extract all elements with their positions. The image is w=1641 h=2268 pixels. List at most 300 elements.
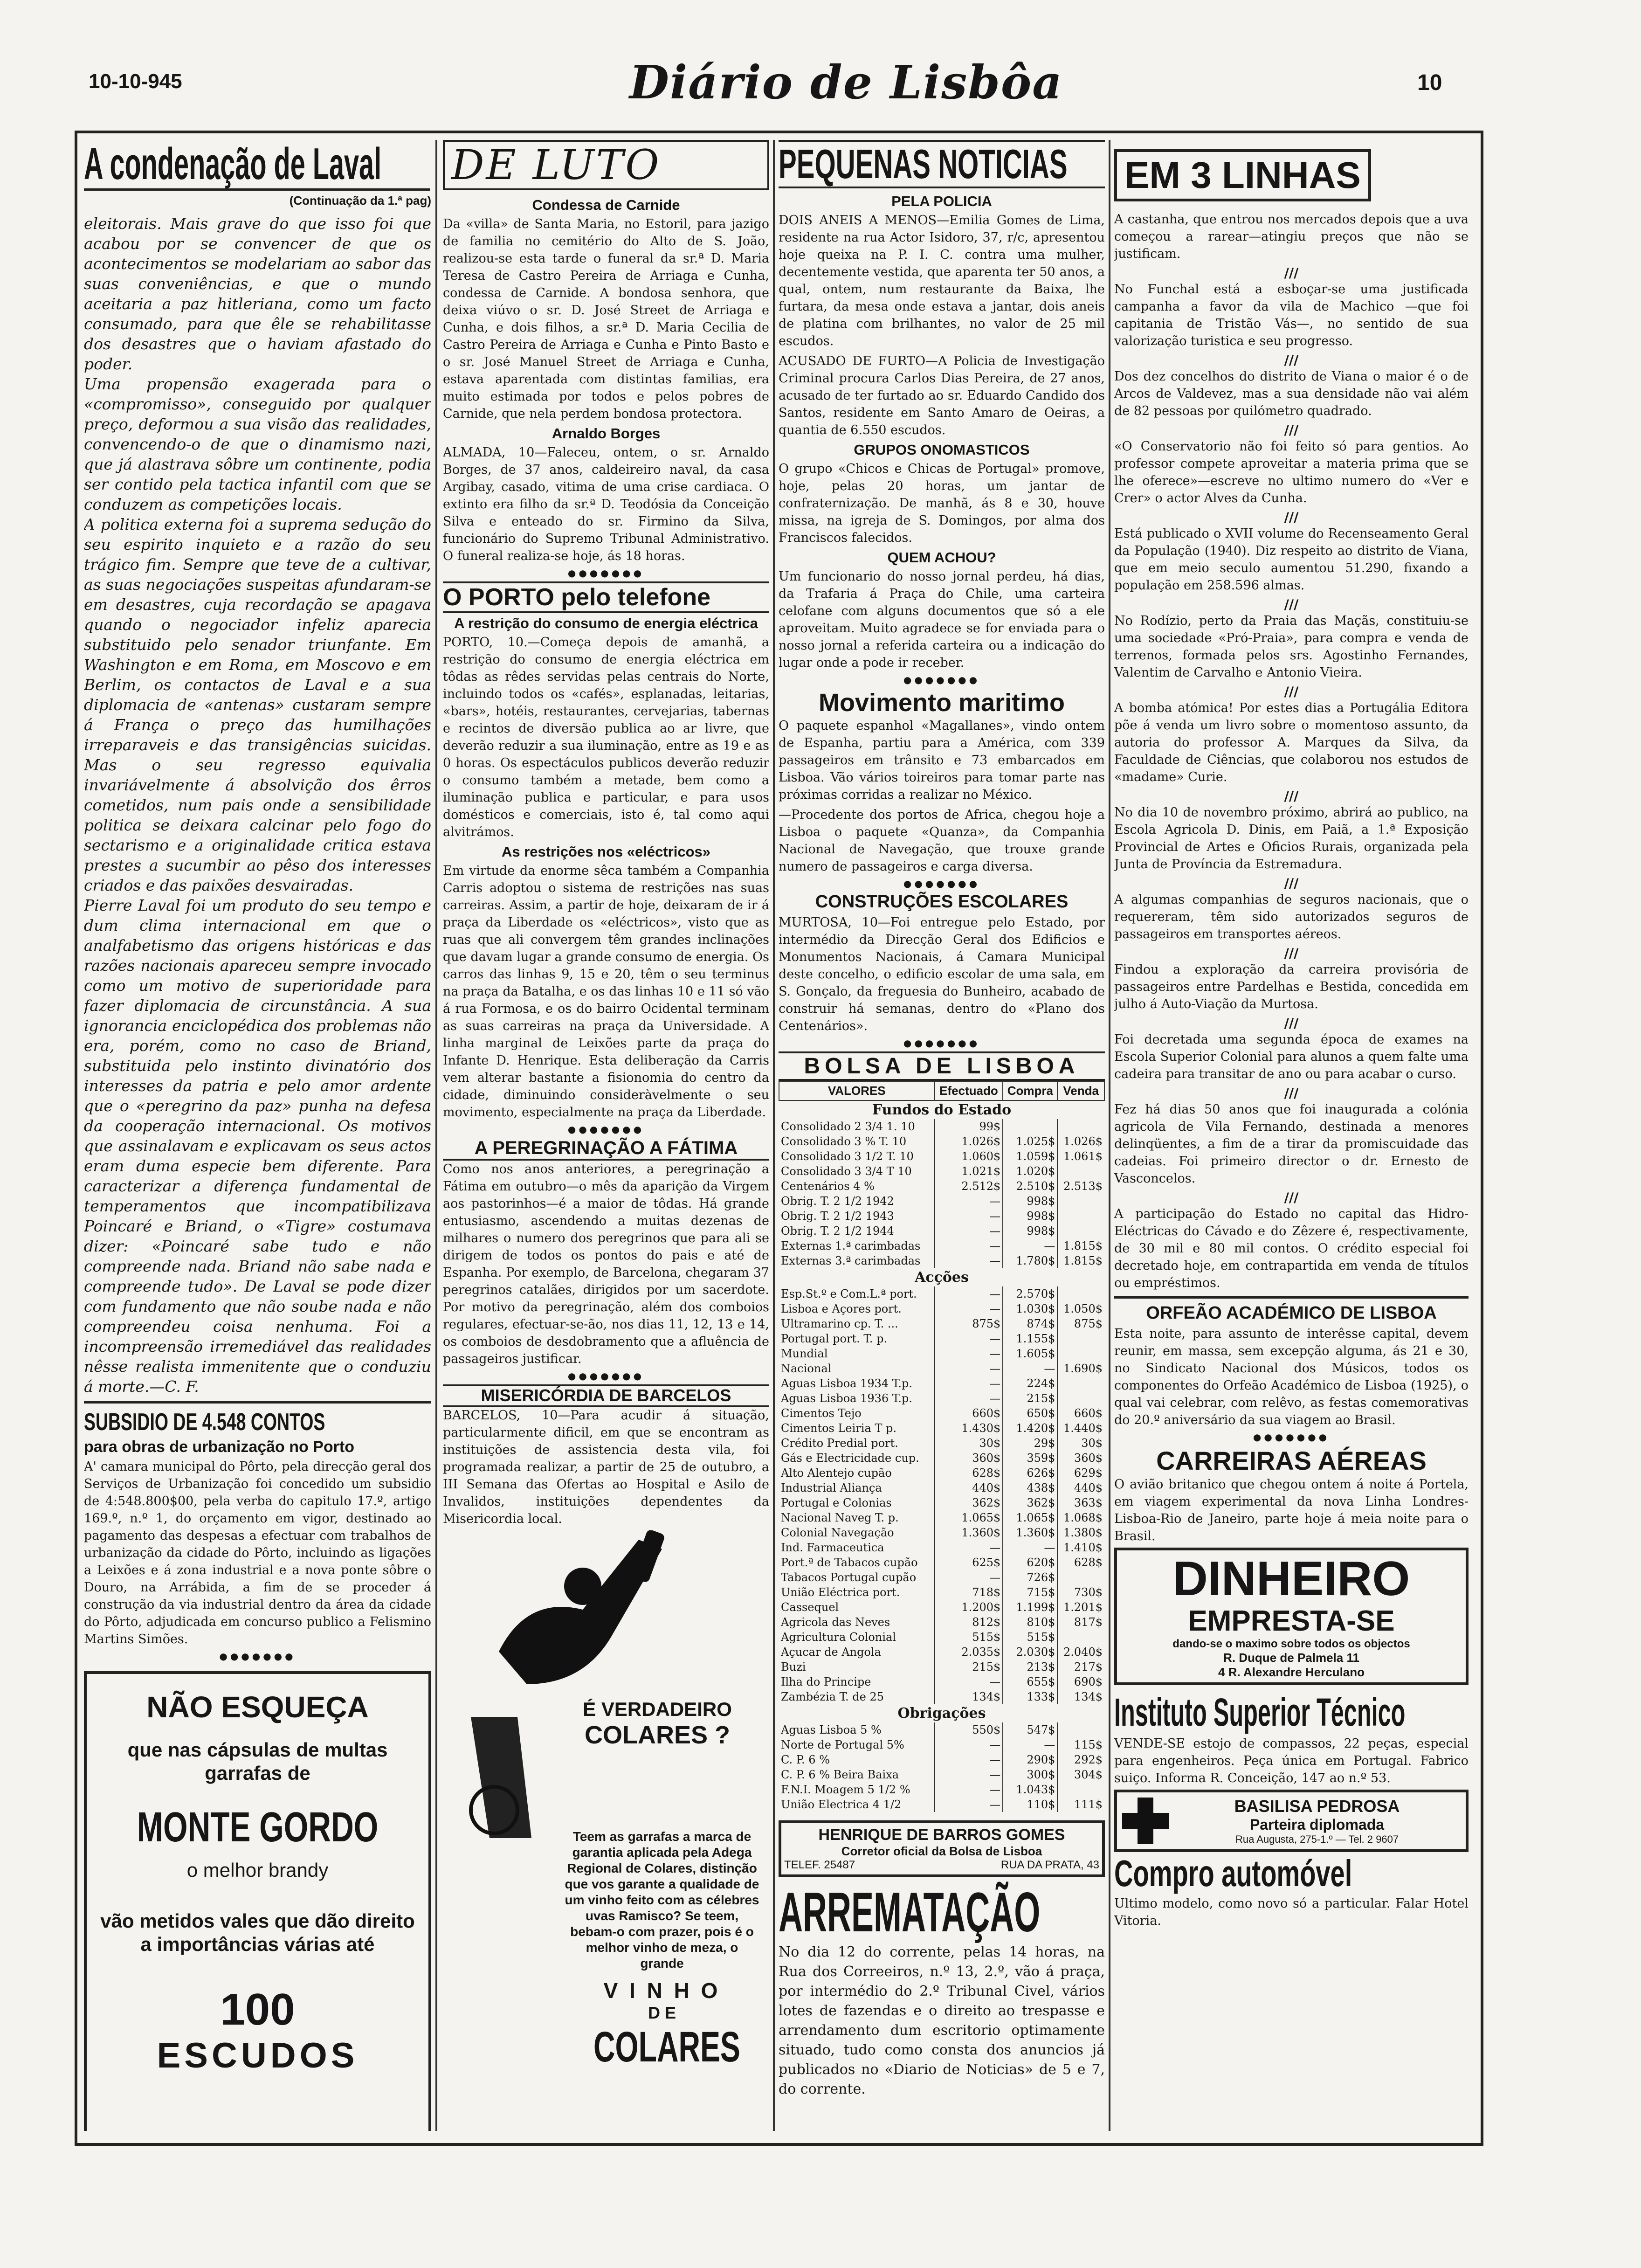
divider — [1114, 1296, 1469, 1299]
bolsa-security: Colonial Navegação — [781, 1526, 894, 1539]
bolsa-price: — — [935, 1737, 1003, 1752]
bolsa-section-row — [779, 1100, 1104, 1119]
barros-role: Corretor oficial da Bolsa de Lisboa — [841, 1844, 1042, 1858]
bolsa-price: — — [1003, 1361, 1057, 1376]
bolsa-price: 715$ — [1003, 1585, 1057, 1600]
bolsa-price: 1.155$ — [1003, 1331, 1057, 1346]
bolsa-price: 2.570$ — [1003, 1286, 1057, 1301]
bolsa-security: Ultramarino cp. T. ... — [781, 1317, 898, 1330]
policia-text: DOIS ANEIS A MENOS—Emilia Gomes de Lima, residente na rua Actor Isidoro, 37, r/c, apresentou hoje queixa na P. I. C. contra uma mulher, decentemente vestida, que aparenta ter 50 anos, a qual, ontem, num restaurante da Baixa, lhe furtara, da mesa onde estava a jantar, dois aneis de platina com brilhantes, no valor de 25 mil escudos. — [779, 213, 1105, 348]
bolsa-price: 660$ — [1057, 1406, 1104, 1421]
fatima-text: Como nos anos anteriores, a peregrinação a Fátima em outubro—o mês da aparição da Virgem aos pastorinhos—é a maior de tôdas. Há grande entusiasmo, ascendendo a muitas dezenas de milhares o numero dos peregrinos que para ali se dirigem de todos os pontos do pais e até de Espanha. Por exemplo, de Barcelona, chegaram 37 peregrinos catalães, dirigidos por um sacerdote. Por motivo da peregrinação, além dos comboios regulares, efectuar-se-ão, nos dias 11, 12, 13 e 14, os comboios de desdobramento que a afluência de passageiros justificar. — [443, 1162, 769, 1366]
bolsa-price: 1.060$ — [935, 1149, 1003, 1164]
bolsa-price: 650$ — [1003, 1406, 1057, 1421]
item-separator: /// — [1284, 265, 1299, 281]
item-separator: /// — [1284, 597, 1299, 612]
dinheiro-line: dando-se o maximo sobre todos os objectos — [1172, 1638, 1410, 1650]
list-item: No Funchal está a esboçar-se uma justificada campanha a favor da vila de Machico —que foi capitania de Tristão Vás—, no sentido de sua valorização turistica e seu progresso. — [1114, 282, 1469, 348]
bolsa-price: 1.200$ — [935, 1600, 1003, 1615]
bolsa-price: — — [935, 1361, 1003, 1376]
bolsa-price: 874$ — [1003, 1316, 1057, 1331]
bolsa-price: — — [935, 1570, 1003, 1585]
bolsa-price: 620$ — [1003, 1555, 1057, 1570]
table-row — [779, 1525, 1104, 1540]
ad-wine: D E — [648, 2003, 676, 2022]
bolsa-security: Nacional Naveg T. p. — [781, 1511, 899, 1524]
bolsa-price: — — [935, 1224, 1003, 1238]
basilisa-role: Parteira diplomada — [1249, 1816, 1385, 1833]
bolsa-price: 2.512$ — [935, 1179, 1003, 1194]
bolsa-price: 812$ — [935, 1615, 1003, 1630]
table-row — [779, 1630, 1104, 1645]
bolsa-price: — — [935, 1391, 1003, 1406]
bolsa-price: 1.043$ — [1003, 1782, 1057, 1797]
bolsa-col-header: Venda — [1057, 1081, 1104, 1100]
compro-text: Ultimo modelo, como novo só a particular. Falar Hotel Vitoria. — [1114, 1896, 1469, 1928]
table-row — [779, 1391, 1104, 1406]
page-number: 10 — [1417, 70, 1442, 95]
luto-headline: DE LUTO — [443, 140, 769, 190]
subsidio-subtitle: para obras de urbanização no Porto — [84, 1438, 355, 1456]
bolsa-price — [1057, 1376, 1104, 1391]
bolsa-price: 1.021$ — [935, 1164, 1003, 1179]
obituary-text: Da «villa» de Santa Maria, no Estoril, para jazigo de familia no cemitério do Alto de S. João, realizou-se esta tarde o funeral da sr.ª D. Maria Teresa de Castro Pereira de Arriaga e Cunha, condessa de Carnide. A bondosa senhora, que deixa viúvo o sr. D. José Street de Arriaga e Cunha, e dois filhos, a sr.ª D. Maria Cecilia de Castro Pereira de Arriaga e Cunha e Pinto Basto e o sr. José Manuel Street de Arriaga e Cunha, estava aparentada com distintas familias, era muito estimada por todos e pelos pobres de Carnide, que nela perdem bondosa protectora. — [443, 217, 769, 421]
ad-line: vão metidos vales que dão direito a importâncias várias até — [100, 1910, 415, 1955]
ad-amount: 100 — [220, 1984, 295, 2034]
bolsa-price: 134$ — [1057, 1689, 1104, 1704]
bolsa-section-name: Obrigações — [897, 1705, 986, 1722]
bolsa-security: Agricultura Colonial — [781, 1631, 896, 1644]
grupos-text: O grupo «Chicos e Chicas de Portugal» promove, hoje, pelas 20 horas, um jantar de confraternização. De manhã, ás 8 e 30, houve missa, na igreja de S. Domingos, por alma dos Franciscos falecidos. — [779, 462, 1105, 545]
bolsa-price: 1.815$ — [1057, 1253, 1104, 1268]
list-item: No Rodízio, perto da Praia das Maçãs, constituiu-se uma sociedade «Pró-Praia», para compra e venda de terrenos, formada pelos srs. Agostinho Fernandes, Valentim de Carvalho e Antonio Vieira. — [1114, 614, 1469, 680]
bolsa-price: 133$ — [1003, 1689, 1057, 1704]
bolsa-security: Consolidado 3 3/4 T 10 — [781, 1165, 912, 1178]
colares-ad — [443, 1530, 769, 1829]
bolsa-price — [1057, 1119, 1104, 1134]
bolsa-price: 998$ — [1003, 1194, 1057, 1209]
bolsa-price: 1.061$ — [1057, 1149, 1104, 1164]
bolsa-price: 1.690$ — [1057, 1361, 1104, 1376]
maritimo-headline: Movimento maritimo — [818, 689, 1065, 717]
list-item: A participação do Estado no capital das Hidro-Eléctricas do Cávado e do Zêzere é, respectivamente, de 30 mil e 80 mil contos. O crédito especial foi decretado hoje, em contrapartida em venda de títulos ou empréstimos. — [1114, 1207, 1469, 1290]
table-row — [779, 1782, 1104, 1797]
bolsa-price: 362$ — [935, 1495, 1003, 1510]
bolsa-price — [1057, 1331, 1104, 1346]
item-separator: /// — [1284, 788, 1299, 804]
table-row — [779, 1286, 1104, 1301]
list-item: «O Conservatorio não foi feito só para gentios. Ao professor compete aproveitar a materia prima que se lhe oferece»—escreve no ultimo numero do «Ver e Crer» o actor Alves da Cunha. — [1114, 439, 1469, 505]
table-row — [779, 1361, 1104, 1376]
table-row — [779, 1436, 1104, 1451]
list-item: Dos dez concelhos do distrito de Viana o maior é o de Arcos de Valdevez, mas a sua densidade não vai além de 82 pessoas por quilómetro quadrado. — [1114, 369, 1469, 418]
ad-wine-brand: COLARES — [593, 2023, 740, 2071]
monte-gordo-ad — [84, 1671, 431, 2131]
instituto-text: VENDE-SE estojo de compassos, 22 peças, especial para engenheiros. Peça única em Portugal. Fabrico suiço. Informa R. Conceição, 147 ao n.º 53. — [1114, 1736, 1469, 1785]
obituary-name: Arnaldo Borges — [552, 425, 661, 442]
barros-name: HENRIQUE DE BARROS GOMES — [818, 1826, 1065, 1844]
bolsa-price: — — [935, 1752, 1003, 1767]
bolsa-price: 629$ — [1057, 1466, 1104, 1480]
list-item: A castanha, que entrou nos mercados depois que a uva começou a rarear—atingiu preços que não se justificam. — [1114, 212, 1469, 261]
divider: ●●●●●●● — [903, 878, 980, 889]
bolsa-price — [1057, 1630, 1104, 1645]
bolsa-price: 359$ — [1003, 1451, 1057, 1466]
table-row — [779, 1316, 1104, 1331]
bolsa-price: 1.065$ — [935, 1510, 1003, 1525]
list-item: A algumas companhias de seguros nacionais, que o requereram, têm sido autorizados seguros de passageiros em transportes aéreos. — [1114, 892, 1469, 941]
bolsa-price: 134$ — [935, 1689, 1003, 1704]
compro-headline: Compro automóvel — [1114, 1853, 1352, 1894]
section-title: QUEM ACHOU? — [887, 549, 996, 566]
bolsa-security: C. P. 6 % Beira Baixa — [781, 1768, 899, 1781]
bolsa-price — [1057, 1194, 1104, 1209]
item-separator: /// — [1284, 510, 1299, 525]
bolsa-price: — — [1003, 1238, 1057, 1253]
dinheiro-line: R. Duque de Palmela 11 — [1223, 1651, 1359, 1665]
bolsa-security: Ilha do Principe — [781, 1675, 871, 1688]
porto-subtitle: A restrição do consumo de energia eléctrica — [454, 615, 758, 631]
bolsa-price: 1.068$ — [1057, 1510, 1104, 1525]
bolsa-price: 2.035$ — [935, 1645, 1003, 1660]
bolsa-section-name: Fundos do Estado — [872, 1102, 1012, 1118]
item-separator: /// — [1284, 946, 1299, 961]
table-row — [779, 1134, 1104, 1149]
bolsa-security: Crédito Predial port. — [781, 1437, 898, 1450]
bolsa-security: Buzi — [781, 1660, 806, 1673]
bolsa-security: Cassequel — [781, 1601, 839, 1614]
bolsa-price — [1057, 1346, 1104, 1361]
barros-address: RUA DA PRATA, 43 — [1000, 1859, 1099, 1871]
bolsa-security: Externas 3.ª carimbadas — [781, 1254, 921, 1267]
table-row — [779, 1737, 1104, 1752]
table-row — [779, 1421, 1104, 1436]
table-row — [779, 1194, 1104, 1209]
divider: ●●●●●●● — [903, 1037, 980, 1049]
item-separator: /// — [1284, 1016, 1299, 1031]
bolsa-security: Mundial — [781, 1347, 828, 1360]
bolsa-price: 1.020$ — [1003, 1164, 1057, 1179]
table-row — [779, 1179, 1104, 1194]
bolsa-security: Aguas Lisboa 5 % — [781, 1723, 882, 1736]
bolsa-price — [1057, 1286, 1104, 1301]
bolsa-price: 1.026$ — [1057, 1134, 1104, 1149]
table-row — [779, 1495, 1104, 1510]
table-row — [779, 1164, 1104, 1179]
ad-line: que nas cápsulas de multas garrafas de — [127, 1739, 388, 1784]
bolsa-price: — — [935, 1238, 1003, 1253]
colares-ad-text: Teem as garrafas a marca de garantia aplicada pela Adega Regional de Colares, distinção que vos garante a qualidade de um vinho feito com as célebres uvas Ramisco? Se teem, bebam-o com prazer, pois é o melhor vinho de meza, o grande — [565, 1829, 759, 1971]
table-row — [779, 1585, 1104, 1600]
construcoes-headline: CONSTRUÇÕES ESCOLARES — [815, 892, 1069, 912]
bolsa-price: — — [935, 1540, 1003, 1555]
carreiras-headline: CARREIRAS AÉREAS — [1156, 1446, 1427, 1475]
bolsa-price: 628$ — [935, 1466, 1003, 1480]
table-row — [779, 1209, 1104, 1224]
bolsa-price: — — [935, 1194, 1003, 1209]
list-item: Está publicado o XVII volume do Recenseamento Geral da População (1940). Diz respeito ao distrito de Viana, que em meio seculo aumentou 51.290, fixando a população em 258.596 almas. — [1114, 526, 1469, 593]
table-row — [779, 1555, 1104, 1570]
bolsa-price: 362$ — [1003, 1495, 1057, 1510]
3linhas-list — [1114, 211, 1469, 1292]
barcelos-text: BARCELOS, 10—Para acudir á situação, particularmente dificil, em que se encontram as instituições de assistencia desta vila, foi programada realizar, a partir de 25 de outubro, a III Semana das Ofertas ao Hospital e Asilo de Invalidos, instituições dependentes da Misericordia local. — [443, 1408, 769, 1526]
bolsa-price: 625$ — [935, 1555, 1003, 1570]
bolsa-security: União Eléctrica port. — [781, 1586, 900, 1599]
bolsa-price: 655$ — [1003, 1674, 1057, 1689]
ad-currency: ESCUDOS — [157, 2036, 359, 2075]
item-separator: /// — [1284, 353, 1299, 368]
bolsa-price: 1.440$ — [1057, 1421, 1104, 1436]
bolsa-security: Gás e Electricidade cup. — [781, 1452, 919, 1465]
bolsa-price: 304$ — [1057, 1767, 1104, 1782]
maritimo-text: —Procedente dos portos de Africa, chegou hoje a Lisboa o paquete «Quanza», da Companhia Nacional de Navegação, que trouxe grande numero de passageiros e carga diversa. — [779, 808, 1105, 874]
bolsa-price: 1.410$ — [1057, 1540, 1104, 1555]
bolsa-security: Obrig. T. 2 1/2 1944 — [781, 1224, 894, 1238]
bolsa-security: Aguas Lisboa 1936 T.p. — [781, 1392, 912, 1405]
laval-paragraph: eleitorais. Mais grave do que isso foi que acabou por se convencer de que os acontecimentos se modelariam ao sabor das suas conveniências, e que o mundo aceitaria a paz hitleriana, como um facto consumado, para que êle se rehabilitasse dos desastres que o haviam afastado do poder. — [84, 214, 431, 373]
maritimo-text: O paquete espanhol «Magallanes», vindo ontem de Espanha, partiu para a América, com 339 passageiros em trânsito e 73 embarcados em Lisboa. Vão vários toireiros para tomar parte nas próximas corridas a realizar no México. — [779, 719, 1105, 802]
basilisa-name: BASILISA PEDROSA — [1234, 1796, 1400, 1816]
bolsa-security: Agricola das Neves — [781, 1616, 890, 1629]
bolsa-security: Alto Alentejo cupão — [781, 1466, 892, 1480]
table-row — [779, 1600, 1104, 1615]
instituto-headline: Instituto Superior Técnico — [1114, 1690, 1406, 1734]
bolsa-security: Aguas Lisboa 1934 T.p. — [781, 1377, 912, 1390]
list-item: A bomba atómica! Por estes dias a Portugália Editora põe á venda um livro sobre o momentoso assunto, da autoria do professor A. Marques da Silva, da Faculdade de Ciências, que colaborou nos estudos de «madame» Curie. — [1114, 701, 1469, 784]
masthead — [0, 56, 1641, 126]
bolsa-security: Cimentos Leiria T p. — [781, 1422, 897, 1435]
bolsa-price: 726$ — [1003, 1570, 1057, 1585]
bolsa-price: — — [935, 1346, 1003, 1361]
column-laval — [84, 140, 431, 2131]
bolsa-price: 875$ — [935, 1316, 1003, 1331]
table-row — [779, 1615, 1104, 1630]
obituary-name: Condessa de Carnide — [532, 197, 680, 213]
ad-headline: NÃO ESQUEÇA — [146, 1690, 369, 1724]
bolsa-price: 1.059$ — [1003, 1149, 1057, 1164]
barros-phone: TELEF. 25487 — [784, 1859, 855, 1871]
bolsa-price: 810$ — [1003, 1615, 1057, 1630]
column-rule — [773, 140, 775, 2131]
bolsa-price: 111$ — [1057, 1797, 1104, 1812]
fatima-headline: A PEREGRINAÇÃO A FÁTIMA — [443, 1138, 769, 1161]
table-row — [779, 1689, 1104, 1704]
bolsa-security: Externas 1.ª carimbadas — [781, 1239, 921, 1252]
table-row — [779, 1466, 1104, 1480]
column-rule — [1109, 140, 1110, 2131]
bolsa-price: 2.510$ — [1003, 1179, 1057, 1194]
barros-ad — [779, 1820, 1105, 1877]
noticias-headline: PEQUENAS NOTICIAS — [779, 140, 1105, 188]
bolsa-price: 1.065$ — [1003, 1510, 1057, 1525]
table-row — [779, 1722, 1104, 1737]
bolsa-price: 515$ — [935, 1630, 1003, 1645]
bolsa-price: 2.030$ — [1003, 1645, 1057, 1660]
list-item: No dia 10 de novembro próximo, abrirá ao publico, na Escola Agricola D. Dinis, em Paiã, a 1.ª Exposição Provincial de Artes e Oficios Rurais, organizada pela Junta de Província da Estremadura. — [1114, 805, 1469, 871]
dinheiro-sub: EMPRESTA-SE — [1188, 1605, 1395, 1637]
section-title: PELA POLICIA — [891, 193, 992, 209]
bolsa-price: 550$ — [935, 1722, 1003, 1737]
item-separator: /// — [1284, 1086, 1299, 1101]
bolsa-price — [1003, 1119, 1057, 1134]
bolsa-security: Industrial Aliança — [781, 1481, 882, 1494]
laval-headline: A condenação de Laval — [84, 140, 430, 191]
laval-paragraph: Pierre Laval foi um produto do seu tempo e dum clima internacional em que o analfabetismo das origens históricas e das razões nacionais apareceu sempre invocado como um motivo de superioridade para fazer diplomacia de circunstância. A sua ignorancia enciclopédica dos problemas não era, porém, como no caso de Briand, substituida pelo instinto divinatório dos interesses da patria e pelo amor ardente que o «peregrino da paz» punha na defesa da cooperação internacional. Os motivos que assinalavam e explicavam os seus actos eram duma especie bem diferente. Para caracterizar a diferença fundamental de temperamentos que incompatibilizava Poincaré e Briand, o «Tigre» costumava dizer: «Poincaré sabe tudo e não compreende nada. Briand não sabe nada e compreende tudo». De Laval se pode dizer com fundamento que não soube nada e não compreendeu coisa nenhuma. Foi a incompreensão irremediável das realidades nêsse realista immenitente que o conduziu á morte.—C. F. — [84, 896, 431, 1396]
bolsa-price: 1.199$ — [1003, 1600, 1057, 1615]
bolsa-price: 1.815$ — [1057, 1238, 1104, 1253]
table-row — [779, 1149, 1104, 1164]
bolsa-price: 1.605$ — [1003, 1346, 1057, 1361]
table-row — [779, 1406, 1104, 1421]
bolsa-security: Consolidado 3 1/2 T. 10 — [781, 1150, 914, 1163]
table-row — [779, 1331, 1104, 1346]
barcelos-headline: MISERICÓRDIA DE BARCELOS — [443, 1384, 769, 1407]
table-row — [779, 1253, 1104, 1268]
list-item: Fez há dias 50 anos que foi inaugurada a colónia agricola de Vila Fernando, destinada a menores delinqüentes, a fim de a tirar da promiscuidade das cadeias. Foi primeiro director o dr. Ernesto de Vasconcelos. — [1114, 1102, 1469, 1186]
table-row — [779, 1451, 1104, 1466]
divider: ●●●●●●● — [567, 1370, 645, 1382]
divider: ●●●●●●● — [1253, 1431, 1330, 1443]
bolsa-price: 817$ — [1057, 1615, 1104, 1630]
porto-headline: O PORTO pelo telefone — [443, 581, 769, 613]
bolsa-price: 300$ — [1003, 1767, 1057, 1782]
bolsa-price: 363$ — [1057, 1495, 1104, 1510]
continuation-note: (Continuação da 1.ª pag) — [289, 194, 431, 207]
table-row — [779, 1301, 1104, 1316]
bolsa-price — [1057, 1782, 1104, 1797]
bolsa-col-header: VALORES — [779, 1081, 935, 1100]
bolsa-price: 1.420$ — [1003, 1421, 1057, 1436]
bolsa-price: — — [935, 1209, 1003, 1224]
bolsa-price: — — [935, 1797, 1003, 1812]
bolsa-price: — — [935, 1286, 1003, 1301]
bolsa-price: — — [1003, 1540, 1057, 1555]
column-luto — [443, 140, 769, 2131]
bolsa-price: 115$ — [1057, 1737, 1104, 1752]
dinheiro-ad — [1114, 1548, 1469, 1685]
bolsa-price: 29$ — [1003, 1436, 1057, 1451]
bolsa-price: 690$ — [1057, 1674, 1104, 1689]
subsidio-text: A' camara municipal do Pôrto, pela direcção geral dos Serviços de Urbanização foi concedido um subsidio de 4:548.800$00, pela verba do capitulo 17.º, artigo 169.º, n.º 1, do orçamento em vigor, destinado ao pagamento das despesas a efectuar com trabalhos de urbanização da cidade do Pôrto, incluindo as ligações a Leixões e á zona industrial e a nova ponte sôbre o Douro, na Arrábida, a fim de se proceder á construção da via industrial dentro da área da cidade do Pôrto, adjudicada em concurso publico a Felismino Martins Simões. — [84, 1459, 431, 1646]
divider — [84, 1401, 431, 1404]
bolsa-price: 30$ — [935, 1436, 1003, 1451]
item-separator: /// — [1284, 876, 1299, 891]
dinheiro-headline: DINHEIRO — [1172, 1552, 1410, 1606]
bolsa-price: — — [1003, 1737, 1057, 1752]
table-row — [779, 1376, 1104, 1391]
bolsa-price: 626$ — [1003, 1466, 1057, 1480]
bolsa-section-row — [779, 1268, 1104, 1286]
bolsa-price: 30$ — [1057, 1436, 1104, 1451]
bolsa-security: Açucar de Angola — [781, 1646, 881, 1659]
divider: ●●●●●●● — [567, 567, 645, 579]
bolsa-security: União Electrica 4 1/2 — [781, 1798, 902, 1811]
bolsa-price: 1.030$ — [1003, 1301, 1057, 1316]
bolsa-security: Cimentos Tejo — [781, 1407, 862, 1420]
bolsa-security: Centenários 4 % — [781, 1180, 875, 1193]
obituary-text: ALMADA, 10—Faleceu, ontem, o sr. Arnaldo Borges, de 37 anos, caldeireiro naval, da casa Argibay, casado, vitima de uma crise cardiaca. O extinto era filho da sr.ª D. Teodósia da Conceição Silva e enteado do sr. Firmino da Silva, funcionário do Supremo Tribunal Administrativo. O funeral realiza-se hoje, ás 18 horas. — [443, 445, 769, 563]
bolsa-price — [1057, 1391, 1104, 1406]
item-separator: /// — [1284, 1190, 1299, 1205]
bolsa-price — [1057, 1224, 1104, 1238]
arrematacao-text: No dia 12 do corrente, pelas 14 horas, na Rua dos Correeiros, n.º 13, 2.º, vão á praça, por intermédio do 2.º Tribunal Civel, vários lotes de fazendas e o direito ao trespasse e arrendamento dum escritorio optimamente situado, tudo como consta dos anuncios já publicados no «Diario de Noticias» de 5 e 7, do corrente. — [779, 1944, 1105, 2097]
bolsa-section-row — [779, 1704, 1104, 1722]
bolsa-security: F.N.I. Moagem 5 1/2 % — [781, 1783, 910, 1796]
policia-text: ACUSADO DE FURTO—A Policia de Investigação Criminal procura Carlos Dias Pereira, de 27 anos, acusado de ter furtado ao sr. Eduardo Candido dos Santos, residente em Santo Amaro de Oeiras, a quantia de 6.550 escudos. — [779, 354, 1105, 437]
column-noticias — [779, 140, 1105, 2131]
bolsa-security: Port.ª de Tabacos cupão — [781, 1556, 918, 1569]
list-item: Foi decretada uma segunda época de exames na Escola Superior Colonial para alunos a quem falte uma cadeira para transitar de ano ou para acabar o curso. — [1114, 1032, 1469, 1081]
bolsa-price: 110$ — [1003, 1797, 1057, 1812]
subsidio-headline: SUBSIDIO DE 4.548 CONTOS — [84, 1409, 325, 1436]
bolsa-security: Norte de Portugal 5% — [781, 1738, 904, 1751]
bolsa-security: Obrig. T. 2 1/2 1943 — [781, 1210, 894, 1223]
dinheiro-line: 4 R. Alexandre Herculano — [1218, 1665, 1365, 1679]
newspaper-title: Diário de Lisbôa — [629, 56, 1063, 110]
list-item: Findou a exploração da carreira provisória de passageiros entre Pardelhas e Bestida, concedida em julho á Auto-Viação da Murtosa. — [1114, 962, 1469, 1011]
table-row — [779, 1238, 1104, 1253]
table-row — [779, 1660, 1104, 1674]
orfeao-headline: ORFEÃO ACADÉMICO DE LISBOA — [1146, 1303, 1437, 1323]
bolsa-price: — — [935, 1253, 1003, 1268]
table-row — [779, 1767, 1104, 1782]
ad-wine: V I N H O — [603, 1978, 721, 2003]
bolsa-security: Esp.St.º e Com.L.ª port. — [781, 1287, 917, 1300]
bolsa-security: Nacional — [781, 1362, 832, 1375]
bolsa-price: 292$ — [1057, 1752, 1104, 1767]
table-row — [779, 1510, 1104, 1525]
bolsa-price: 628$ — [1057, 1555, 1104, 1570]
bolsa-price: 213$ — [1003, 1660, 1057, 1674]
laval-paragraph: Uma propensão exagerada para o «compromisso», conseguido por qualquer preço, deformou a sua visão das realidades, convencendo-o de que o dinamismo nazi, que já alastrava sôbre um continente, podia ser contido pela tactica infantil com que se conduzem as competições locais. — [84, 375, 431, 513]
red-cross-icon — [1120, 1795, 1171, 1846]
bolsa-price: 290$ — [1003, 1752, 1057, 1767]
bolsa-price: 438$ — [1003, 1480, 1057, 1495]
bolsa-price — [1057, 1570, 1104, 1585]
construcoes-text: MURTOSA, 10—Foi entregue pelo Estado, por intermédio da Direcção Geral dos Edificios e Monumentos Nacionais, á Camara Municipal deste concelho, o edificio escolar de uma sala, em S. Gonçalo, da freguesia do Bunheiro, acabado de construir há semanas, dentro do «Plano dos Centenários». — [779, 915, 1105, 1033]
table-row — [779, 1645, 1104, 1660]
column-rule — [435, 140, 437, 2131]
bolsa-price: 660$ — [935, 1406, 1003, 1421]
basilisa-address: Rua Augusta, 275-1.º — Tel. 2 9607 — [1235, 1833, 1399, 1845]
bolsa-price: — — [935, 1767, 1003, 1782]
bolsa-price: 1.026$ — [935, 1134, 1003, 1149]
carreiras-text: O avião britanico que chegou ontem á noite á Portela, em viagem experimental da nova Linha Londres-Lisboa-Rio de Janeiro, parte hoje á meia noite para o Brasil. — [1114, 1477, 1469, 1543]
bolsa-price: 547$ — [1003, 1722, 1057, 1737]
laval-paragraph: A politica externa foi a suprema sedução do seu espirito inquieto e a razão do seu trágico fim. Sempre que teve de a cultivar, as suas negociações suspeitas afundaram-se em desastres, cuja recordação se apagava quando o negociador infeliz aparecia substituido pelo senador triunfante. Em Washington e em Roma, em Moscovo e em Berlim, os contactos de Laval e a sua diplomacia de «antenas» custaram sempre á França o preço das humilhações irreparaveis e das transigências suicidas. Mas o seu regresso equivalia invariávelmente á absolvição dos êrros cometidos, num pais onde a sensibilidade politica se deixara calcinar pelo fogo do sectarismo e a originalidade critica estava prestes a sucumbir ao pêso dos interesses criados e das paixões desvairadas. — [84, 515, 431, 894]
bolsa-security: Consolidado 2 3/4 1. 10 — [781, 1120, 915, 1133]
bolsa-price: 215$ — [1003, 1391, 1057, 1406]
bolsa-price: 2.040$ — [1057, 1645, 1104, 1660]
bolsa-price — [1057, 1164, 1104, 1179]
bolsa-col-header: Compra — [1003, 1081, 1057, 1100]
bolsa-price: 515$ — [1003, 1630, 1057, 1645]
bolsa-price: 998$ — [1003, 1224, 1057, 1238]
ad-brand: MONTE GORDO — [137, 1804, 379, 1851]
bolsa-security: Ind. Farmaceutica — [781, 1541, 884, 1554]
table-row — [779, 1674, 1104, 1689]
ad-question: É VERDADEIRO — [583, 1698, 732, 1720]
achou-text: Um funcionario do nosso jornal perdeu, há dias, da Trafaria á Praça do Chile, uma carteira celofane com alguns documentos que só a ele aproveitam. Muito agradece se for enviada para o nosso jornal a referida carteira ou a indicação do lugar onde a pode ir receber. — [779, 569, 1105, 670]
bolsa-security: Portugal e Colonias — [781, 1496, 892, 1509]
bolsa-price: — — [935, 1782, 1003, 1797]
table-row — [779, 1224, 1104, 1238]
porto-text: PORTO, 10.—Começa depois de amanhã, a restrição do consumo de energia eléctrica em tôdas as rêdes servidas pelas centrais do Norte, incluindo todos os «cafés», esplanadas, leitarias, «bars», hotéis, restaurantes, cervejarias, tabernas e recintos de diversão publica ao ar livre, que deverão reduzir a sua iluminação, entre as 19 e as 0 horas. Os espectáculos publicos deverão reduzir o consumo também a metade, bem como a iluminação publica e particular, e para usos domésticos e comerciais, isto é, tal como aqui alvitrámos. — [443, 635, 769, 839]
divider: ●●●●●●● — [903, 674, 980, 685]
divider: ●●●●●●● — [219, 1651, 296, 1662]
bolsa-price: 998$ — [1003, 1209, 1057, 1224]
basilisa-ad — [1114, 1790, 1469, 1852]
